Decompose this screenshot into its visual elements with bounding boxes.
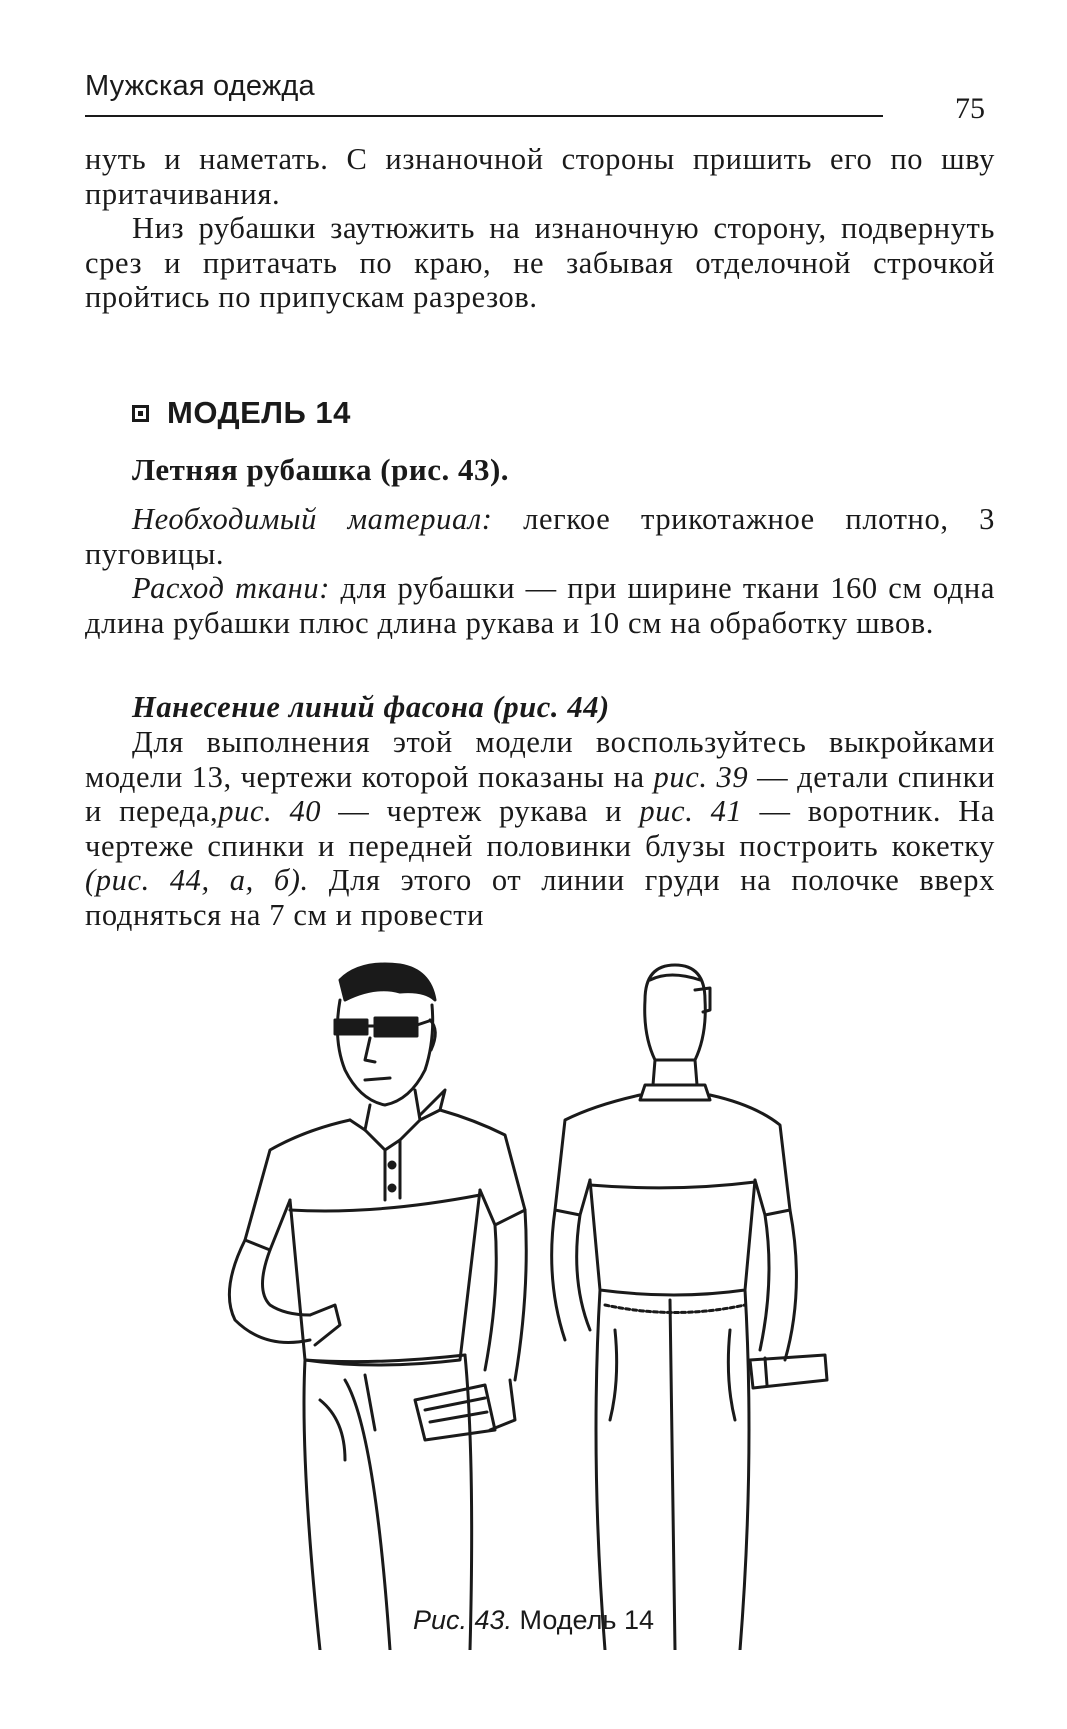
style-lines-heading-text: Нанесение линий фасона (рис. 44) [132, 690, 610, 724]
materials-text: легкое трикотажное плотно, 3 пуговицы. [85, 502, 995, 571]
header-rule [85, 115, 883, 117]
caption-figure-ref: Рис. 43. [412, 1605, 513, 1635]
fabric-text: для рубашки — при ширине ткани 160 см одна длина рубашки плюс длина рукава и 10 см на обработку швов. [85, 571, 995, 640]
materials-label: Необходимый материал: [132, 502, 493, 536]
figure-ref-44: (рис. 44, а, б). [85, 863, 309, 897]
style-text-e: Для этого от линии груди на полочке вверх подняться на 7 см и провести [85, 863, 995, 932]
running-title: Мужская одежда [85, 70, 315, 102]
style-lines-paragraph [85, 725, 995, 932]
figure-ref-40: рис. 40 [218, 794, 322, 828]
fabric-label: Расход ткани: [132, 571, 330, 605]
intro-paragraph-1: нуть и наметать. С изнаночной стороны пришить его по шву притачивания. [85, 142, 995, 211]
section-heading [132, 395, 351, 431]
style-text-c: — чертеж рукава и [321, 794, 640, 828]
front-view-figure [229, 964, 526, 1650]
intro-paragraph-2: Низ рубашки заутюжить на изнаночную сторону, подвернуть срез и притачать по краю, не забывая отделочной строчкой пройтись по припускам разрезов. [85, 211, 995, 314]
figure-ref-39: рис. 39 [653, 759, 749, 794]
style-text-d: — воротник. На чертеже спинки и передней половинки блузы построить кокетку [85, 794, 995, 863]
style-text-a: Для выполнения этой модели воспользуйтесь выкройками модели 13, чертежи которой показаны на [85, 725, 995, 794]
style-lines-heading [85, 690, 995, 725]
page-number: 75 [955, 92, 985, 125]
figure-ref-41: рис. 41 [639, 794, 743, 828]
figure-caption [0, 1605, 1067, 1636]
section-heading-text: МОДЕЛЬ 14 [167, 395, 351, 430]
square-bullet-icon [132, 405, 149, 422]
fabric-paragraph [85, 571, 995, 640]
model-subtitle: Летняя рубашка (рис. 43). [132, 452, 510, 487]
materials-paragraph [85, 502, 995, 571]
back-view-figure [552, 965, 827, 1650]
shirt-illustration [225, 960, 875, 1650]
caption-text: Модель 14 [512, 1605, 654, 1635]
style-text-b: — детали спинки и переда, [85, 759, 995, 828]
